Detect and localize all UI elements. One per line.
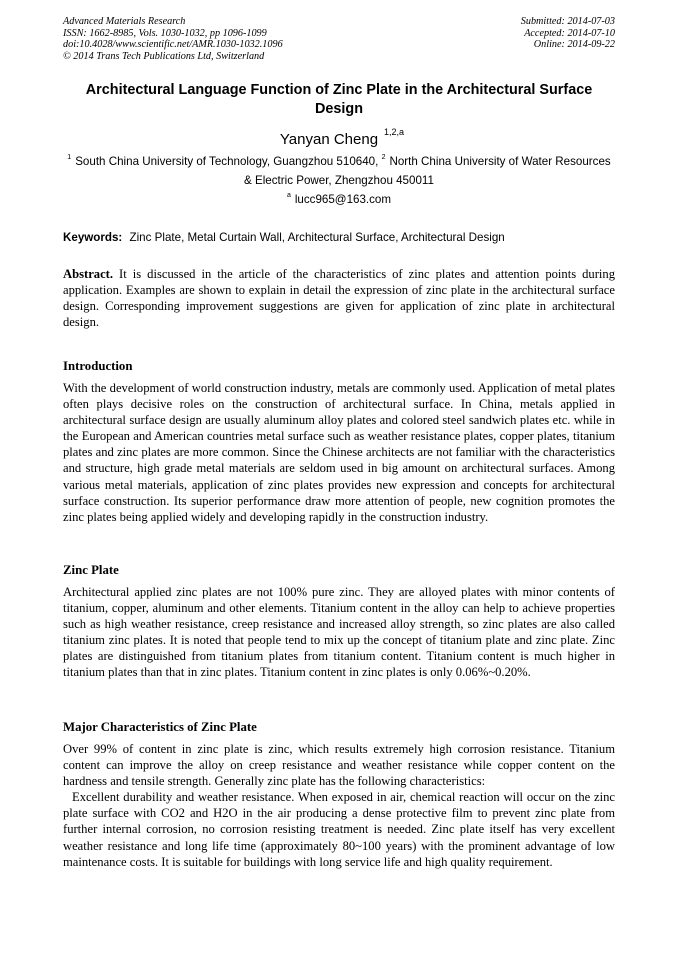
journal-name: Advanced Materials Research [63, 16, 186, 27]
introduction-heading: Introduction [63, 359, 133, 373]
abstract-label: Abstract. [63, 267, 114, 281]
zinc-plate-text: Architectural applied zinc plates are not 100% pure zinc. They are alloyed plates with minor contents of titanium, copper, aluminum and other elements. Titanium content in the alloy can help to achieve properties such as high weather resistance, creep resistance and increased alloy strength, so zinc plates are also called titanium zinc plates. It is noted that people tend to mix up the concept of titanium plate and zinc plate. Zinc plates are distinguished from titanium plates from titanium content. Titanium content is much higher in titanium plates than that in zinc plates. Titanium content in zinc plates is only 0.06%~0.20%. [63, 585, 615, 680]
abstract-text: It is discussed in the article of the characteristics of zinc plates and attention points during application. Examples are shown to explain in detail the expression of zinc plate in the architectural surface design. Corresponding improvement suggestions are given for application of zinc plate in architectural design. [63, 267, 616, 330]
keywords-text: Zinc Plate, Metal Curtain Wall, Architectural Surface, Architectural Design [129, 231, 505, 244]
characteristics-para-2: Excellent durability and weather resistance. When exposed in air, chemical reaction will occur on the zinc plate surface with CO2 and H2O in the air producing a dense protective film to prevent zinc plate from further internal corrosion, no corrosion resisting treatment is needed. Zinc plate itself has very excellent weather resistance and long life time (approximately 80~100 years) with the prominent advantage of low maintenance costs. It is suitable for buildings with long service life and high quality requirement. [63, 790, 615, 869]
affil-sup-1: 1 [67, 154, 72, 161]
accepted-date: Accepted: 2014-07-10 [524, 27, 615, 39]
affil-sup-2: 2 [381, 154, 386, 161]
affiliations [63, 153, 615, 189]
journal-info [63, 16, 283, 62]
author-sup: 1,2,a [384, 127, 405, 137]
keywords-label: Keywords: [63, 231, 123, 244]
copyright-line: © 2014 Trans Tech Publications Ltd, Switzerland [63, 50, 265, 62]
email-sup: a [286, 192, 291, 199]
characteristics-text [63, 741, 615, 870]
issn-line: ISSN: 1662-8985, Vols. 1030-1032, pp 1096-1099 [63, 27, 267, 39]
zinc-plate-heading: Zinc Plate [63, 563, 119, 577]
paper-title: Architectural Language Function of Zinc Plate in the Architectural Surface Design [85, 82, 593, 117]
affil-2: North China University of Water Resources & Electric Power, Zhengzhou 450011 [244, 155, 611, 187]
characteristics-para-1: Over 99% of content in zinc plate is zinc, which results extremely high corrosion resistance. Titanium content can improve the alloy on creep resistance and weather resistance while copper content on the hardness and tensile strength. Generally zinc plate has the following characteristics: [63, 742, 615, 789]
online-date: Online: 2014-09-22 [533, 39, 615, 51]
author-line [0, 127, 678, 151]
keywords [63, 229, 623, 246]
characteristics-heading: Major Characteristics of Zinc Plate [63, 720, 257, 734]
author-name: Yanyan Cheng [279, 131, 379, 148]
introduction-text: With the development of world construction industry, metals are commonly used. Application of metal plates often plays decisive roles on the construction of architectural surface. In China, metals applied in architectural surface design are usually aluminum alloy plates and colored steel sandwich plates etc. while in the European and American countries metal surface such as weather resistance plates, copper plates, titanium plates and zinc plates are more common. Since the Chinese architects are not familiar with the characteristics and structure, high grade metal materials are seldom used in big amount on architectural surfaces. Among various metal materials, application of zinc plates provides new expression and concepts for architectural surface construction. Its superior performance draw more attention of people, new cognition promotes the zinc plates being applied widely and developing rapidly in the construction industry. [63, 381, 615, 524]
submission-dates [521, 16, 615, 51]
abstract [63, 266, 615, 330]
doi-line: doi:10.4028/www.scientific.net/AMR.1030-1032.1096 [63, 39, 283, 51]
email-address: lucc965@163.com [294, 193, 392, 206]
submitted-date: Submitted: 2014-07-03 [520, 16, 615, 27]
email-line [0, 191, 678, 210]
affil-1: South China University of Technology, Guangzhou 510640, [75, 155, 379, 168]
